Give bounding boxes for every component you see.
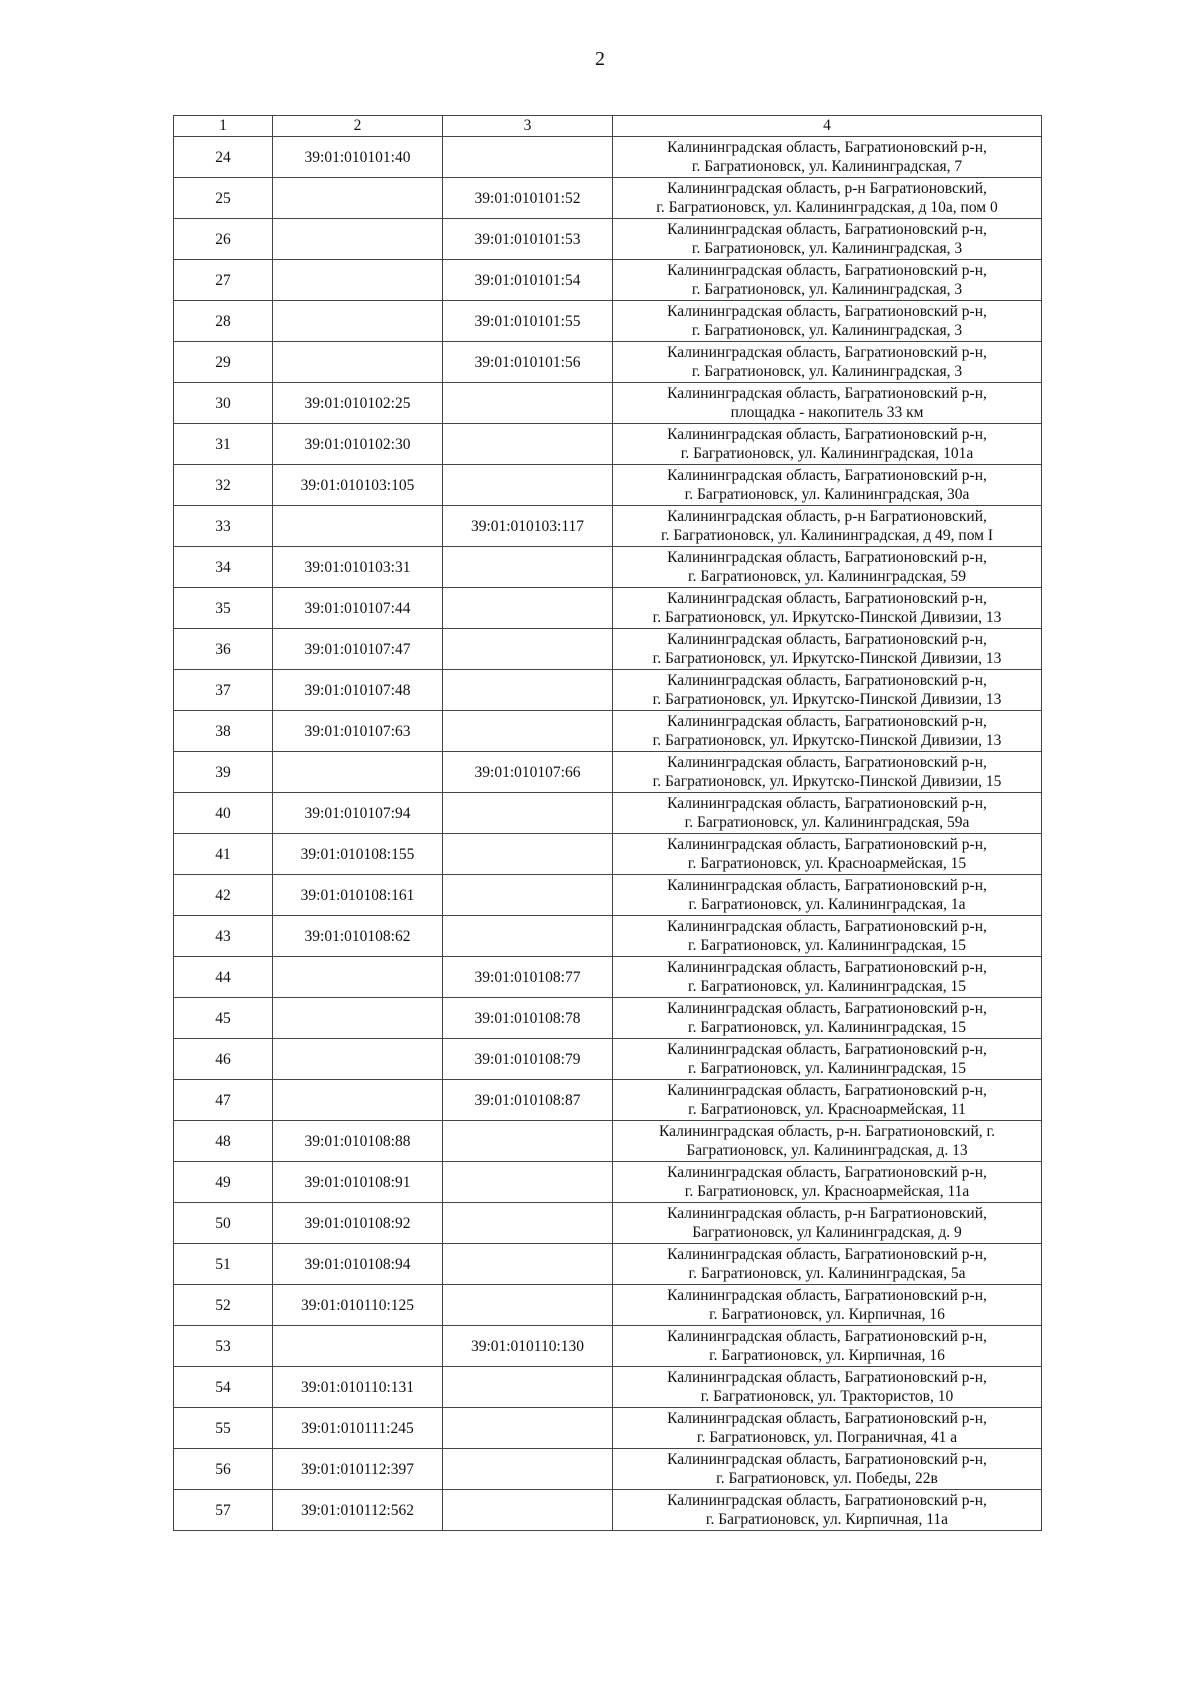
address-cell bbox=[613, 1121, 1042, 1162]
cadastral-number-cell: 39:01:010108:155 bbox=[273, 834, 443, 875]
table-row bbox=[174, 1285, 1042, 1326]
cadastral-number-cell bbox=[273, 219, 443, 260]
address-line-1: Калининградская область, Багратионовский р-н, bbox=[667, 918, 987, 935]
table-row bbox=[174, 1121, 1042, 1162]
row-number-cell: 41 bbox=[174, 834, 273, 875]
row-number-cell: 57 bbox=[174, 1490, 273, 1531]
table-row bbox=[174, 424, 1042, 465]
cadastral-number-cell-alt bbox=[443, 1285, 613, 1326]
cadastral-number-cell-alt bbox=[443, 1244, 613, 1285]
table-row bbox=[174, 1244, 1042, 1285]
address-line-1: Калининградская область, р-н Багратионовский, bbox=[667, 508, 987, 525]
address-line-2: г. Багратионовск, ул. Калининградская, 3 bbox=[691, 240, 963, 257]
table-body bbox=[174, 137, 1042, 1531]
cadastral-number-cell-alt bbox=[443, 1490, 613, 1531]
cadastral-number-cell: 39:01:010107:94 bbox=[273, 793, 443, 834]
cadastral-number-cell: 39:01:010112:562 bbox=[273, 1490, 443, 1531]
address-line-2: г. Багратионовск, ул. Красноармейская, 15 bbox=[687, 855, 967, 872]
row-number-cell: 45 bbox=[174, 998, 273, 1039]
address-line-1: Калининградская область, Багратионовский р-н, bbox=[667, 795, 987, 812]
address-line-1: Калининградская область, Багратионовский р-н, bbox=[667, 631, 987, 648]
row-number-cell: 56 bbox=[174, 1449, 273, 1490]
address-line-1: Калининградская область, Багратионовский р-н, bbox=[667, 877, 987, 894]
row-number-cell: 53 bbox=[174, 1326, 273, 1367]
table-row bbox=[174, 875, 1042, 916]
cadastral-number-cell-alt: 39:01:010108:78 bbox=[443, 998, 613, 1039]
cadastral-number-cell: 39:01:010112:397 bbox=[273, 1449, 443, 1490]
address-line-2: г. Багратионовск, ул. Калининградская, 59 bbox=[688, 568, 966, 585]
address-line-2: г. Багратионовск, ул. Иркутско-Пинской Дивизии, 13 bbox=[652, 650, 1002, 667]
address-line-1: Калининградская область, Багратионовский р-н, bbox=[667, 426, 987, 443]
row-number-cell: 34 bbox=[174, 547, 273, 588]
address-cell bbox=[613, 301, 1042, 342]
address-line-1: Калининградская область, Багратионовский р-н, bbox=[667, 221, 987, 238]
row-number-cell: 38 bbox=[174, 711, 273, 752]
table-row bbox=[174, 752, 1042, 793]
row-number-cell: 29 bbox=[174, 342, 273, 383]
table-row bbox=[174, 342, 1042, 383]
cadastral-number-cell bbox=[273, 957, 443, 998]
address-line-2: г. Багратионовск, ул. Калининградская, 3 bbox=[691, 322, 963, 339]
cadastral-number-cell-alt bbox=[443, 834, 613, 875]
cadastral-number-cell bbox=[273, 998, 443, 1039]
address-cell bbox=[613, 1244, 1042, 1285]
row-number-cell: 39 bbox=[174, 752, 273, 793]
cadastral-number-cell-alt bbox=[443, 916, 613, 957]
address-cell bbox=[613, 998, 1042, 1039]
cadastral-number-cell-alt: 39:01:010108:87 bbox=[443, 1080, 613, 1121]
row-number-cell: 47 bbox=[174, 1080, 273, 1121]
row-number-cell: 55 bbox=[174, 1408, 273, 1449]
address-cell bbox=[613, 1080, 1042, 1121]
cadastral-number-cell-alt: 39:01:010108:79 bbox=[443, 1039, 613, 1080]
address-cell bbox=[613, 1367, 1042, 1408]
address-line-1: Калининградская область, Багратионовский р-н, bbox=[667, 1082, 987, 1099]
cadastral-number-cell: 39:01:010107:48 bbox=[273, 670, 443, 711]
cadastral-number-cell-alt bbox=[443, 629, 613, 670]
address-line-2: г. Багратионовск, ул. Калининградская, д 10а, пом 0 bbox=[656, 199, 998, 216]
table-row bbox=[174, 916, 1042, 957]
address-cell bbox=[613, 629, 1042, 670]
address-line-1: Калининградская область, Багратионовский р-н, bbox=[667, 1041, 987, 1058]
cadastral-number-cell: 39:01:010107:63 bbox=[273, 711, 443, 752]
row-number-cell: 36 bbox=[174, 629, 273, 670]
table-header bbox=[174, 116, 1042, 137]
address-line-1: Калининградская область, Багратионовский р-н, bbox=[667, 303, 987, 320]
cadastral-number-cell-alt: 39:01:010108:77 bbox=[443, 957, 613, 998]
cadastral-number-cell: 39:01:010108:88 bbox=[273, 1121, 443, 1162]
table-row bbox=[174, 465, 1042, 506]
table-row bbox=[174, 1367, 1042, 1408]
address-line-1: Калининградская область, Багратионовский р-н, bbox=[667, 262, 987, 279]
address-line-1: Калининградская область, Багратионовский р-н, bbox=[667, 1492, 987, 1509]
table-row bbox=[174, 1203, 1042, 1244]
cadastral-number-cell: 39:01:010108:62 bbox=[273, 916, 443, 957]
header-cell-1: 1 bbox=[174, 116, 273, 137]
row-number-cell: 46 bbox=[174, 1039, 273, 1080]
cadastral-number-cell: 39:01:010102:25 bbox=[273, 383, 443, 424]
address-line-2: г. Багратионовск, ул. Калининградская, д 49, пом I bbox=[660, 527, 993, 544]
table-row bbox=[174, 588, 1042, 629]
address-line-2: г. Багратионовск, ул. Кирпичная, 11а bbox=[705, 1511, 949, 1528]
table-row bbox=[174, 260, 1042, 301]
address-line-2: г. Багратионовск, ул. Калининградская, 15 bbox=[688, 978, 966, 995]
cadastral-number-cell: 39:01:010101:40 bbox=[273, 137, 443, 178]
address-cell bbox=[613, 1162, 1042, 1203]
cadastral-number-cell-alt: 39:01:010101:56 bbox=[443, 342, 613, 383]
address-cell bbox=[613, 383, 1042, 424]
address-cell bbox=[613, 547, 1042, 588]
cadastral-number-cell-alt bbox=[443, 588, 613, 629]
address-line-1: Калининградская область, Багратионовский р-н, bbox=[667, 1287, 987, 1304]
row-number-cell: 35 bbox=[174, 588, 273, 629]
address-line-1: Калининградская область, Багратионовский р-н, bbox=[667, 549, 987, 566]
cadastral-number-cell-alt bbox=[443, 1449, 613, 1490]
address-line-1: Калининградская область, р-н Багратионовский, bbox=[667, 1205, 987, 1222]
cadastral-number-cell-alt: 39:01:010107:66 bbox=[443, 752, 613, 793]
cadastral-number-cell-alt bbox=[443, 547, 613, 588]
table-row bbox=[174, 711, 1042, 752]
address-line-1: Калининградская область, Багратионовский р-н, bbox=[667, 385, 987, 402]
table-row bbox=[174, 998, 1042, 1039]
table-row bbox=[174, 793, 1042, 834]
cadastral-number-cell-alt bbox=[443, 465, 613, 506]
table-row bbox=[174, 383, 1042, 424]
address-line-2: г. Багратионовск, ул. Иркутско-Пинской Дивизии, 13 bbox=[652, 691, 1002, 708]
table-row bbox=[174, 1162, 1042, 1203]
address-line-1: Калининградская область, Багратионовский р-н, bbox=[667, 1164, 987, 1181]
table-row bbox=[174, 834, 1042, 875]
row-number-cell: 27 bbox=[174, 260, 273, 301]
row-number-cell: 49 bbox=[174, 1162, 273, 1203]
address-cell bbox=[613, 752, 1042, 793]
row-number-cell: 50 bbox=[174, 1203, 273, 1244]
row-number-cell: 48 bbox=[174, 1121, 273, 1162]
cadastral-number-cell bbox=[273, 1326, 443, 1367]
cadastral-number-cell-alt: 39:01:010101:52 bbox=[443, 178, 613, 219]
address-cell bbox=[613, 1449, 1042, 1490]
address-line-1: Калининградская область, р-н. Багратионовский, г. bbox=[659, 1123, 995, 1140]
address-line-1: Калининградская область, Багратионовский р-н, bbox=[667, 836, 987, 853]
table-row bbox=[174, 629, 1042, 670]
row-number-cell: 33 bbox=[174, 506, 273, 547]
address-cell bbox=[613, 219, 1042, 260]
address-line-1: Калининградская область, Багратионовский р-н, bbox=[667, 1246, 987, 1263]
address-cell bbox=[613, 711, 1042, 752]
address-cell bbox=[613, 137, 1042, 178]
address-line-1: Калининградская область, Багратионовский р-н, bbox=[667, 1410, 987, 1427]
address-line-1: Калининградская область, Багратионовский р-н, bbox=[667, 754, 987, 771]
address-line-1: Калининградская область, Багратионовский р-н, bbox=[667, 713, 987, 730]
cadastral-number-cell: 39:01:010107:47 bbox=[273, 629, 443, 670]
address-cell bbox=[613, 916, 1042, 957]
address-line-2: г. Багратионовск, ул. Красноармейская, 11 bbox=[688, 1101, 966, 1118]
cadastral-number-cell-alt bbox=[443, 670, 613, 711]
row-number-cell: 51 bbox=[174, 1244, 273, 1285]
cadastral-number-cell-alt bbox=[443, 1203, 613, 1244]
registry-table bbox=[173, 115, 1042, 1531]
address-cell bbox=[613, 465, 1042, 506]
address-line-1: Калининградская область, Багратионовский р-н, bbox=[667, 139, 987, 156]
address-cell bbox=[613, 670, 1042, 711]
address-line-2: г. Багратионовск, ул. Калининградская, 101а bbox=[680, 445, 974, 462]
address-cell bbox=[613, 1285, 1042, 1326]
cadastral-number-cell: 39:01:010108:94 bbox=[273, 1244, 443, 1285]
cadastral-number-cell-alt: 39:01:010101:55 bbox=[443, 301, 613, 342]
cadastral-number-cell bbox=[273, 342, 443, 383]
address-cell bbox=[613, 1408, 1042, 1449]
cadastral-number-cell-alt bbox=[443, 424, 613, 465]
table-row bbox=[174, 1490, 1042, 1531]
table-row bbox=[174, 301, 1042, 342]
row-number-cell: 28 bbox=[174, 301, 273, 342]
cadastral-number-cell: 39:01:010111:245 bbox=[273, 1408, 443, 1449]
address-line-1: Калининградская область, Багратионовский р-н, bbox=[667, 344, 987, 361]
address-line-2: г. Багратионовск, ул. Красноармейская, 11а bbox=[684, 1183, 970, 1200]
address-line-1: Калининградская область, Багратионовский р-н, bbox=[667, 959, 987, 976]
address-line-2: г. Багратионовск, ул. Иркутско-Пинской Дивизии, 15 bbox=[652, 773, 1002, 790]
address-line-2: г. Багратионовск, ул. Калининградская, 3 bbox=[691, 363, 963, 380]
address-cell bbox=[613, 834, 1042, 875]
address-cell bbox=[613, 588, 1042, 629]
cadastral-number-cell-alt bbox=[443, 711, 613, 752]
cadastral-number-cell: 39:01:010107:44 bbox=[273, 588, 443, 629]
cadastral-number-cell bbox=[273, 752, 443, 793]
address-line-1: Калининградская область, Багратионовский р-н, bbox=[667, 1000, 987, 1017]
cadastral-number-cell bbox=[273, 1080, 443, 1121]
cadastral-number-cell bbox=[273, 301, 443, 342]
row-number-cell: 52 bbox=[174, 1285, 273, 1326]
cadastral-number-cell: 39:01:010103:105 bbox=[273, 465, 443, 506]
address-line-2: г. Багратионовск, ул. Трактористов, 10 bbox=[700, 1388, 954, 1405]
page-number: 2 bbox=[595, 48, 605, 70]
cadastral-number-cell-alt: 39:01:010110:130 bbox=[443, 1326, 613, 1367]
row-number-cell: 37 bbox=[174, 670, 273, 711]
row-number-cell: 30 bbox=[174, 383, 273, 424]
address-line-2: г. Багратионовск, ул. Калининградская, 15 bbox=[688, 1019, 966, 1036]
cadastral-number-cell-alt bbox=[443, 875, 613, 916]
cadastral-number-cell-alt bbox=[443, 793, 613, 834]
table-row bbox=[174, 670, 1042, 711]
cadastral-number-cell-alt: 39:01:010101:53 bbox=[443, 219, 613, 260]
address-line-2: площадка - накопитель 33 км bbox=[730, 404, 924, 421]
address-line-2: Багратионовск, ул Калининградская, д. 9 bbox=[692, 1224, 962, 1241]
table-row bbox=[174, 1326, 1042, 1367]
address-line-2: г. Багратионовск, ул. Калининградская, 30а bbox=[684, 486, 970, 503]
address-cell bbox=[613, 506, 1042, 547]
address-line-2: г. Багратионовск, ул. Иркутско-Пинской Дивизии, 13 bbox=[652, 609, 1002, 626]
cadastral-number-cell: 39:01:010110:131 bbox=[273, 1367, 443, 1408]
row-number-cell: 40 bbox=[174, 793, 273, 834]
table-row bbox=[174, 219, 1042, 260]
address-cell bbox=[613, 260, 1042, 301]
cadastral-number-cell-alt: 39:01:010103:117 bbox=[443, 506, 613, 547]
address-cell bbox=[613, 875, 1042, 916]
address-line-2: Багратионовск, ул. Калининградская, д. 13 bbox=[686, 1142, 968, 1159]
address-cell bbox=[613, 424, 1042, 465]
table-row bbox=[174, 506, 1042, 547]
cadastral-number-cell bbox=[273, 1039, 443, 1080]
row-number-cell: 26 bbox=[174, 219, 273, 260]
address-line-2: г. Багратионовск, ул. Калининградская, 7 bbox=[691, 158, 963, 175]
row-number-cell: 43 bbox=[174, 916, 273, 957]
address-line-2: г. Багратионовск, ул. Победы, 22в bbox=[716, 1470, 938, 1487]
table-row bbox=[174, 957, 1042, 998]
table-row bbox=[174, 178, 1042, 219]
address-line-2: г. Багратионовск, ул. Пограничная, 41 а bbox=[696, 1429, 958, 1446]
cadastral-number-cell-alt bbox=[443, 1162, 613, 1203]
address-line-2: г. Багратионовск, ул. Иркутско-Пинской Дивизии, 13 bbox=[652, 732, 1002, 749]
address-line-2: г. Багратионовск, ул. Калининградская, 15 bbox=[688, 1060, 966, 1077]
cadastral-number-cell-alt bbox=[443, 1408, 613, 1449]
cadastral-number-cell-alt bbox=[443, 1367, 613, 1408]
cadastral-number-cell-alt bbox=[443, 383, 613, 424]
address-line-2: г. Багратионовск, ул. Калининградская, 1а bbox=[688, 896, 966, 913]
cadastral-number-cell: 39:01:010102:30 bbox=[273, 424, 443, 465]
row-number-cell: 32 bbox=[174, 465, 273, 506]
address-line-1: Калининградская область, Багратионовский р-н, bbox=[667, 590, 987, 607]
address-cell bbox=[613, 1326, 1042, 1367]
cadastral-number-cell: 39:01:010108:161 bbox=[273, 875, 443, 916]
address-cell bbox=[613, 957, 1042, 998]
cadastral-number-cell-alt bbox=[443, 137, 613, 178]
address-cell bbox=[613, 793, 1042, 834]
address-cell bbox=[613, 178, 1042, 219]
table-row bbox=[174, 1449, 1042, 1490]
address-line-1: Калининградская область, Багратионовский р-н, bbox=[667, 467, 987, 484]
cadastral-number-cell: 39:01:010108:92 bbox=[273, 1203, 443, 1244]
address-line-1: Калининградская область, Багратионовский р-н, bbox=[667, 1451, 987, 1468]
header-cell-3: 3 bbox=[443, 116, 613, 137]
cadastral-number-cell: 39:01:010108:91 bbox=[273, 1162, 443, 1203]
address-cell bbox=[613, 1490, 1042, 1531]
row-number-cell: 25 bbox=[174, 178, 273, 219]
address-line-2: г. Багратионовск, ул. Кирпичная, 16 bbox=[709, 1306, 945, 1323]
table-row bbox=[174, 1080, 1042, 1121]
row-number-cell: 44 bbox=[174, 957, 273, 998]
table-row bbox=[174, 137, 1042, 178]
row-number-cell: 42 bbox=[174, 875, 273, 916]
address-line-2: г. Багратионовск, ул. Кирпичная, 16 bbox=[709, 1347, 945, 1364]
cadastral-number-cell bbox=[273, 178, 443, 219]
address-line-1: Калининградская область, р-н Багратионовский, bbox=[667, 180, 987, 197]
cadastral-number-cell-alt bbox=[443, 1121, 613, 1162]
row-number-cell: 54 bbox=[174, 1367, 273, 1408]
address-line-2: г. Багратионовск, ул. Калининградская, 15 bbox=[688, 937, 966, 954]
header-cell-2: 2 bbox=[273, 116, 443, 137]
table-row bbox=[174, 547, 1042, 588]
address-cell bbox=[613, 1039, 1042, 1080]
table-row bbox=[174, 1039, 1042, 1080]
cadastral-number-cell bbox=[273, 506, 443, 547]
row-number-cell: 24 bbox=[174, 137, 273, 178]
row-number-cell: 31 bbox=[174, 424, 273, 465]
cadastral-number-cell bbox=[273, 260, 443, 301]
address-line-1: Калининградская область, Багратионовский р-н, bbox=[667, 1369, 987, 1386]
cadastral-number-cell: 39:01:010110:125 bbox=[273, 1285, 443, 1326]
table-row bbox=[174, 1408, 1042, 1449]
address-line-1: Калининградская область, Багратионовский р-н, bbox=[667, 1328, 987, 1345]
address-line-2: г. Багратионовск, ул. Калининградская, 5а bbox=[688, 1265, 966, 1282]
address-line-1: Калининградская область, Багратионовский р-н, bbox=[667, 672, 987, 689]
address-line-2: г. Багратионовск, ул. Калининградская, 3 bbox=[691, 281, 963, 298]
cadastral-number-cell: 39:01:010103:31 bbox=[273, 547, 443, 588]
address-line-2: г. Багратионовск, ул. Калининградская, 59а bbox=[684, 814, 970, 831]
header-cell-4: 4 bbox=[613, 116, 1042, 137]
cadastral-number-cell-alt: 39:01:010101:54 bbox=[443, 260, 613, 301]
address-cell bbox=[613, 342, 1042, 383]
address-cell bbox=[613, 1203, 1042, 1244]
header-row bbox=[174, 116, 1042, 137]
